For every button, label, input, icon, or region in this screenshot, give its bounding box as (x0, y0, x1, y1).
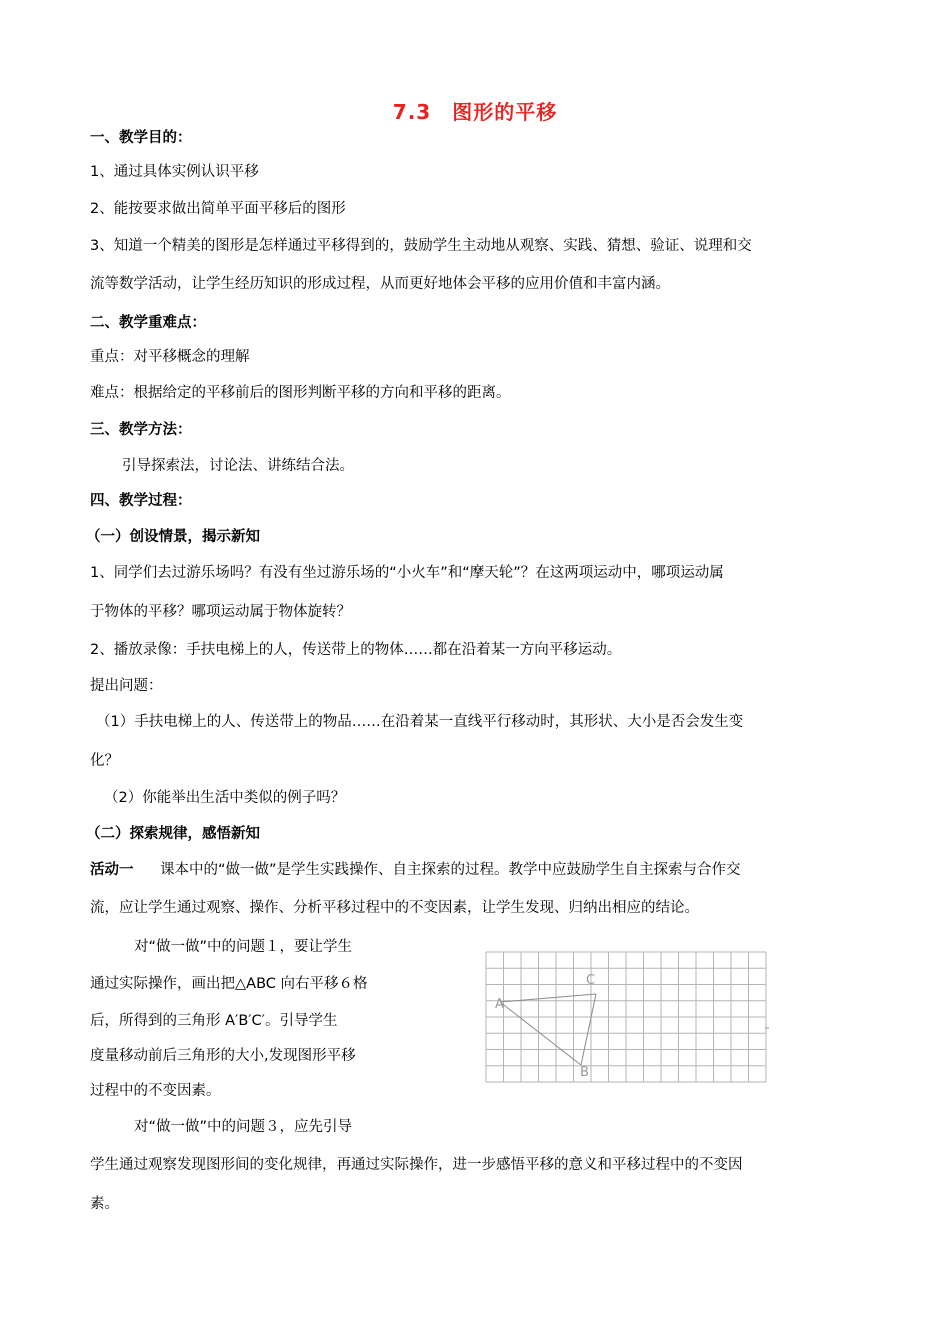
section-1-heading: 一、教学目的： (90, 130, 192, 146)
grid-diagram (484, 950, 770, 1084)
question-1-line-1: （1）手扶电梯上的人、传送带上的物品……在沿着某一直线平行移动时，其形状、大小是否会发生变 (96, 714, 744, 730)
document-title: 7.3 图形的平移 (392, 100, 558, 124)
difficult-point: 难点：根据给定的平移前后的图形判断平移的方向和平移的距离。 (90, 385, 511, 401)
wrap-text-line-6: 对“做一做”中的问题３，应先引导 (134, 1119, 353, 1135)
vertex-label-b: B (580, 1065, 589, 1080)
objective-3-line-1: 3、知道一个精美的图形是怎样通过平移得到的，鼓励学生主动地从观察、实践、猜想、验证、说理和交 (90, 238, 752, 254)
vertex-label-c: C (586, 973, 596, 988)
section-2-heading: 二、教学重难点： (90, 315, 206, 331)
wrap-text-line-2: 通过实际操作，画出把△ABC 向右平移６格 (90, 976, 368, 992)
section-4-heading: 四、教学过程： (90, 493, 192, 509)
subsection-2-heading: （二）探索规律，感悟新知 (86, 826, 260, 842)
question-2: （2）你能举出生活中类似的例子吗？ (104, 790, 346, 806)
objective-1: 1、通过具体实例认识平移 (90, 164, 259, 180)
subsection-1-heading: （一）创设情景，揭示新知 (86, 529, 260, 545)
process-1-line-2: 于物体的平移？哪项运动属于物体旋转？ (90, 604, 351, 620)
activity-line-2: 流，应让学生通过观察、操作、分析平移过程中的不变因素，让学生发现、归纳出相应的结论。 (90, 900, 699, 916)
closing-line-2: 素。 (90, 1196, 119, 1212)
activity-label: 活动一 (90, 862, 134, 878)
wrap-text-line-5: 过程中的不变因素。 (90, 1083, 221, 1099)
side-cb (581, 994, 596, 1065)
objective-3-line-2: 流等数学活动，让学生经历知识的形成过程，从而更好地体会平移的应用价值和丰富内涵。 (90, 276, 670, 292)
closing-line-1: 学生通过观察发现图形间的变化规律，再通过实际操作，进一步感悟平移的意义和平移过程中的不变因 (90, 1157, 743, 1173)
vertex-label-a: A (495, 997, 504, 1012)
raise-question-label: 提出问题： (90, 678, 163, 694)
wrap-text-line-3: 后，所得到的三角形 A′B′C′。引导学生 (90, 1013, 338, 1029)
process-1-line-1: 1、同学们去过游乐场吗？有没有坐过游乐场的“小火车”和“摩天轮”？在这两项运动中，哪项运动属 (90, 565, 724, 581)
key-point: 重点：对平移概念的理解 (90, 349, 250, 365)
process-2: 2、播放录像：手扶电梯上的人，传送带上的物体……都在沿着某一方向平移运动。 (90, 642, 622, 658)
objective-2: 2、能按要求做出简单平面平移后的图形 (90, 201, 346, 217)
teaching-method: 引导探索法，讨论法、讲练结合法。 (122, 458, 354, 474)
section-3-heading: 三、教学方法： (90, 422, 192, 438)
wrap-text-line-4: 度量移动前后三角形的大小,发现图形平移 (90, 1048, 356, 1064)
activity-line-1: 课本中的“做一做”是学生实践操作、自主探索的过程。教学中应鼓励学生自主探索与合作交 (160, 862, 741, 878)
triangle-abc (500, 994, 596, 1065)
wrap-text-line-1: 对“做一做”中的问题１，要让学生 (134, 939, 353, 955)
triangle-grid-figure (484, 950, 770, 1084)
grid-lines (486, 952, 766, 1082)
question-1-line-2: 化？ (90, 753, 119, 769)
